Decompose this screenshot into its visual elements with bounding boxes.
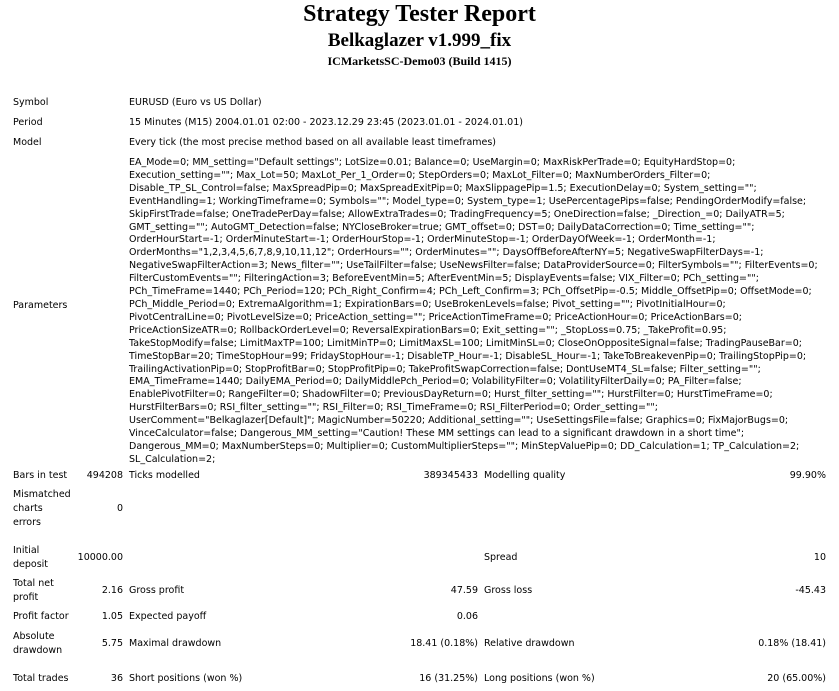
long-positions-value: 20 (65.00%): [767, 673, 826, 684]
period-value: 15 Minutes (M15) 2004.01.01 02:00 - 2023.12.29 23:45 (2023.01.01 - 2024.01.01): [129, 117, 523, 128]
net-profit-value: 2.16: [101, 585, 123, 596]
server-name: ICMarketsSC-Demo03 (Build 1415): [327, 54, 512, 68]
absolute-drawdown-label-1: Absolute: [13, 631, 55, 642]
parameters-value: EA_Mode=0; MM_setting="Default settings"; LotSize=0.01; Balance=0; UseMargin=0; MaxRiskPerTrade=0; EquityHardStop=0; Execution_setting=""; Max_Lot=50; MaxLot_Per_1_Order=0; StepOrders=0; MaxLot_Filter=0; MaxNumberOrders_Filter=0; Disable_TP_SL_Control=false; MaxSpreadPip=0; MaxSpreadExitPip=0; MaxSlippagePip=1.5; ExecutionDelay=0; System_setting=""; EventHandling=1; WorkingTimeframe=0; Symbols=""; Model_type=0; System_type=1; UsePercentagePips=false; PendingOrderModify=false; SkipFirstTrade=false; OneTradePerDay=false; AllowExtraTrades=0; TradingFrequency=5; OneDirection=false; _Direction_=0; DailyATR=5; GMT_setting=""; AutoGMT_Detection=false; NYCloseBroker=true; GMT_offset=0; DST=0; DailyDataCorrection=0; Time_setting=""; OrderHourStart=-1; OrderMinuteStart=-1; OrderHourStop=-1; OrderMinuteStop=-1; OrderDayOfWeek=-1; OrderMonth=-1; OrderMonths="1,2,3,4,5,6,7,8,9,10,11,12"; OrderHours=""; OrderMinutes=""; DaysOffBeforeAfterNY=5; NegativeSwapFilterDays=-1; NegativeSwapFilterAction=3; News_filter=""; UseTailFilter=false; UseNewsFilter=false; DataProviderSource=0; FilterSymbols=""; FilterEvents=0; FilterCustomEvents=""; FilteringAction=3; BeforeEventMin=5; AfterEventMin=5; DisplayEvents=false; VIX_Filter=0; PCh_setting=""; PCh_TimeFrame=1440; PCh_Period=120; PCh_Right_Confirm=4; PCh_Left_Confirm=3; PCh_OffsetPip=-0.5; Middle_OffsetPip=0; OffsetMode=0; PCh_Middle_Period=0; ExtremaAlgorithm=1; ExpirationBars=0; UseBrokenLevels=false; Pivot_setting=""; PivotInitialHour=0; PivotCentralLine=0; PivotLevelSize=0; PriceAction_setting=""; PriceActionTimeFrame=0; PriceActionHour=0; PriceActionBars=0; PriceActionSizeATR=0; RollbackOrderLevel=0; ReversalExpirationBars=0; Exit_setting=""; _StopLoss=0.75; _TakeProfit=0.95; TakeStopModify=false; LimitMaxTP=100; LimitMinTP=0; LimitMaxSL=100; LimitMinSL=0; CloseOnOppositeSignal=false; TradingPauseBar=0; TimeStopBar=20; TimeStopHour=99; FridayStopHour=-1; DisableTP_Hour=-1; DisableSL_Hour=-1; TakeToBreakevenPip=0; TrailingStopPip=0; TrailingActivationPip=0; StopProfitBar=0; StopProfitPip=0; TakeProfitSwapCorrection=false; DontUseMT4_SL=false; Filter_setting=""; EMA_TimeFrame=1440; DailyEMA_Period=0; DailyMiddlePch_Period=0; VolabilityFilter=0; VolatilityFilterDaily=0; PA_Filter=false; EnablePivotFilter=0; RangeFilter=0; ShadowFilter=0; PreviousDayReturn=0; Hurst_filter_setting=""; HurstFilter=0; HurstTimeFrame=0; HurstFilterBars=0; RSI_filter_setting=""; RSI_Filter=0; RSI_TimeFrame=0; RSI_FilterPeriod=0; Order_setting=""; UserComment="Belkaglazer[Default]"; MagicNumber=50220; Additional_setting=""; UseSettingsFile=false; Graphics=0; FixMajorBugs=0; VinceCalculator=false; Dangerous_MM_setting="Caution! These MM settings can lead to a significant drawdown in a short time"; Dangerous_MM=0; MaxNumberSteps=0; Multiplier=0; CustomMultiplierSteps=""; MinStepValuePip=0; DD_Calculation=1; TP_Calculation=2; SL_Calculation=2;: [129, 157, 818, 465]
maximal-drawdown-label: Maximal drawdown: [129, 638, 222, 649]
gross-profit-label: Gross profit: [129, 585, 185, 596]
net-profit-label-1: Total net: [13, 578, 54, 589]
symbol-value: EURUSD (Euro vs US Dollar): [129, 97, 262, 108]
spread-value: 10: [813, 552, 826, 563]
parameters-label: Parameters: [13, 300, 68, 311]
absolute-drawdown-label-2: drawdown: [13, 645, 63, 656]
total-trades-value: 36: [110, 673, 123, 684]
ticks-label: Ticks modelled: [129, 470, 200, 481]
relative-drawdown-label: Relative drawdown: [484, 638, 575, 649]
short-positions-value: 16 (31.25%): [419, 673, 478, 684]
quality-label: Modelling quality: [484, 470, 566, 481]
long-positions-label: Long positions (won %): [484, 673, 595, 684]
mismatched-value: 0: [116, 503, 123, 514]
deposit-label-1: Initial: [13, 545, 40, 556]
symbol-label: Symbol: [13, 97, 49, 108]
deposit-label-2: deposit: [13, 559, 49, 570]
net-profit-label-2: profit: [13, 592, 39, 603]
model-label: Model: [13, 137, 42, 148]
quality-value: 99.90%: [789, 470, 826, 481]
ticks-value: 389345433: [423, 470, 478, 481]
total-trades-label: Total trades: [13, 673, 69, 684]
absolute-drawdown-value: 5.75: [101, 638, 123, 649]
spread-label: Spread: [484, 552, 518, 563]
gross-profit-value: 47.59: [450, 585, 478, 596]
relative-drawdown-value: 0.18% (18.41): [758, 638, 826, 649]
report-title: Strategy Tester Report: [303, 1, 536, 27]
expected-payoff-value: 0.06: [456, 611, 478, 622]
gross-loss-label: Gross loss: [484, 585, 533, 596]
maximal-drawdown-value: 18.41 (0.18%): [410, 638, 478, 649]
mismatched-label-3: errors: [13, 517, 41, 528]
mismatched-label-1: Mismatched: [13, 489, 71, 500]
deposit-value: 10000.00: [77, 552, 123, 563]
short-positions-label: Short positions (won %): [129, 673, 243, 684]
expected-payoff-label: Expected payoff: [129, 611, 207, 622]
bars-label: Bars in test: [13, 470, 68, 481]
bars-value: 494208: [86, 470, 123, 481]
profit-factor-label: Profit factor: [13, 611, 69, 622]
period-label: Period: [13, 117, 43, 128]
profit-factor-value: 1.05: [101, 611, 123, 622]
gross-loss-value: -45.43: [795, 585, 826, 596]
model-value: Every tick (the most precise method based on all available least timeframes): [129, 137, 497, 148]
mismatched-label-2: charts: [13, 503, 43, 514]
expert-name: Belkaglazer v1.999_fix: [327, 30, 512, 51]
